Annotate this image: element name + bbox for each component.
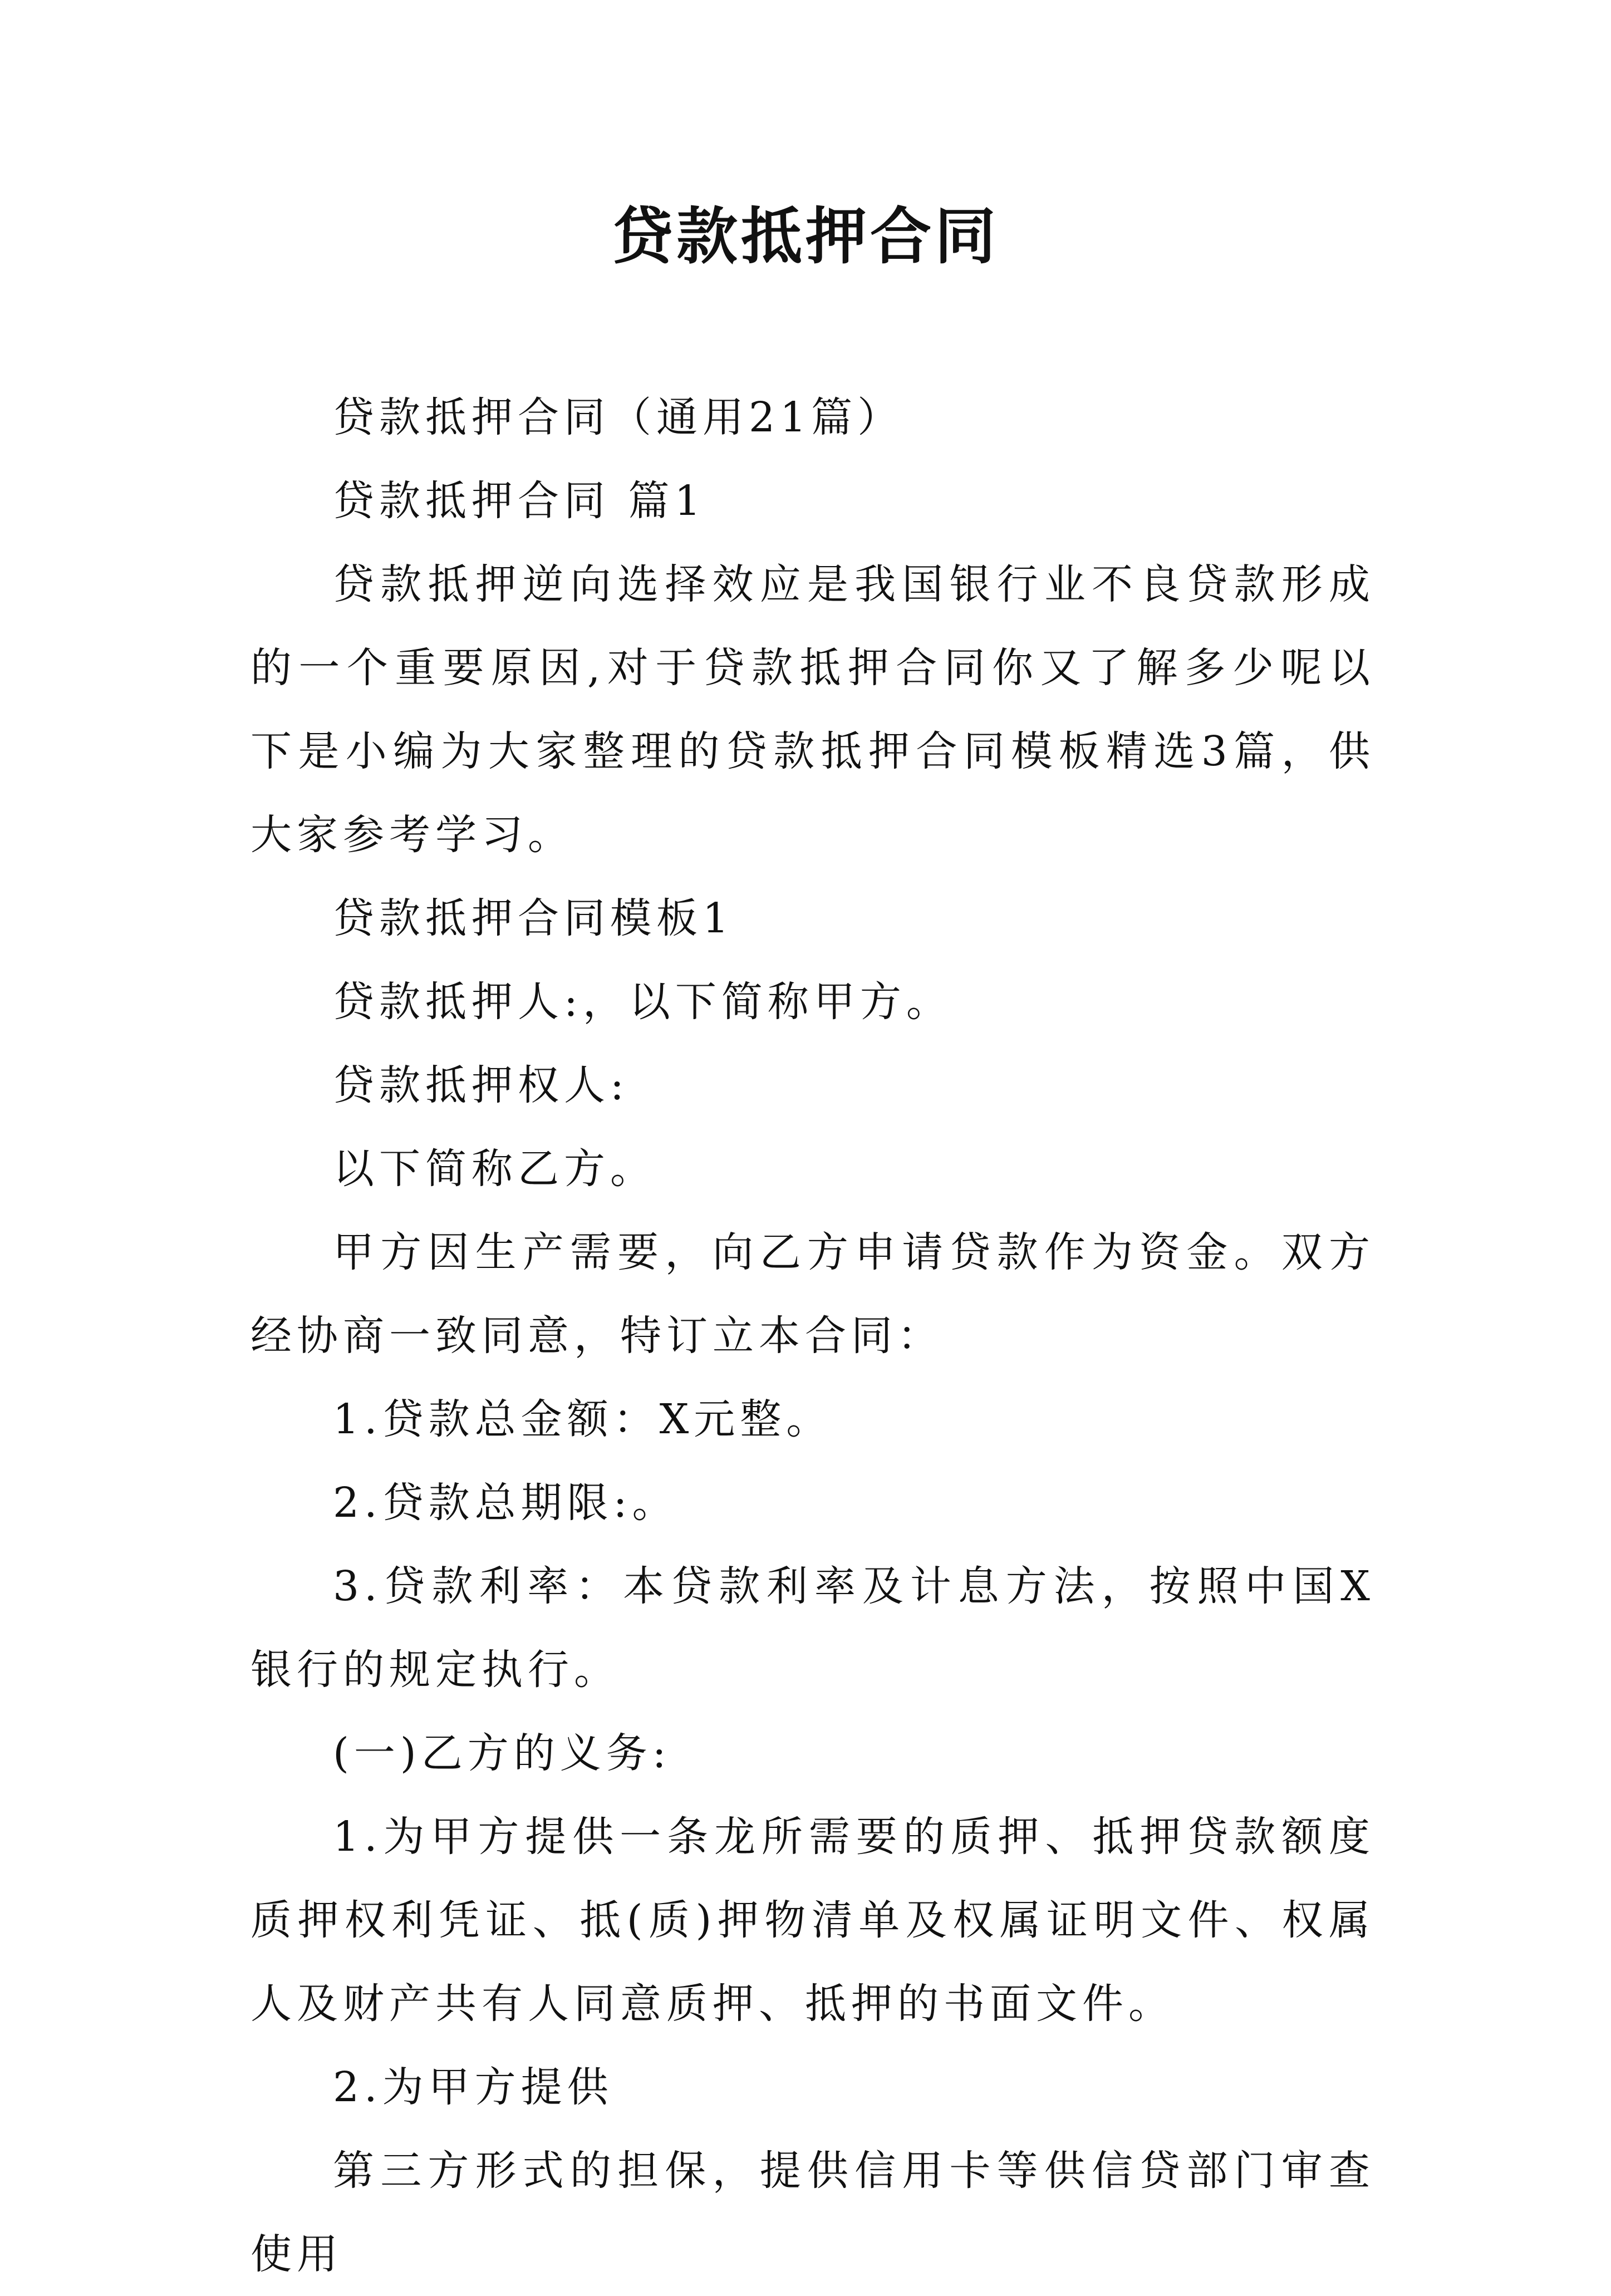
paragraph-loan-term: 2.贷款总期限:。 [333, 1479, 679, 1527]
paragraph-template-heading: 贷款抵押合同模板1 [333, 894, 734, 942]
paragraph-agreement: 甲方因生产需要，向乙方申请贷款作为资金。双方经协商一致同意，特订立本合同： [251, 1228, 1375, 1360]
document-title: 贷款抵押合同 [612, 200, 999, 272]
document-body [251, 376, 1375, 2296]
paragraph-loan-amount: 1.贷款总金额：X元整。 [333, 1395, 833, 1443]
paragraph-mortgagor: 贷款抵押人:，以下简称甲方。 [333, 978, 952, 1026]
paragraph-obligation-1: 1.为甲方提供一条龙所需要的质押、抵押贷款额度质押权利凭证、抵(质)押物清单及权属证明文件、权属人及财产共有人同意质押、抵押的书面文件。 [251, 1813, 1375, 2028]
paragraph-party-b: 以下简称乙方。 [333, 1145, 656, 1193]
paragraph-guarantee: 第三方形式的担保，提供信用卡等供信贷部门审查使用 [251, 2147, 1375, 2278]
paragraph-obligation-2: 2.为甲方提供 [333, 2063, 613, 2111]
paragraph-intro: 贷款抵押逆向选择效应是我国银行业不良贷款形成的一个重要原因,对于贷款抵押合同你又了解多少呢以下是小编为大家整理的贷款抵押合同模板精选3篇，供大家参考学习。 [251, 561, 1375, 859]
paragraph-mortgagee: 贷款抵押权人: [333, 1061, 629, 1109]
paragraph-section-heading: 贷款抵押合同 篇1 [333, 477, 706, 525]
paragraph-obligations-heading: (一)乙方的义务: [333, 1729, 671, 1777]
paragraph-interest-rate: 3.贷款利率：本贷款利率及计息方法，按照中国X银行的规定执行。 [251, 1562, 1375, 1694]
paragraph-subtitle: 贷款抵押合同（通用21篇） [333, 394, 904, 441]
